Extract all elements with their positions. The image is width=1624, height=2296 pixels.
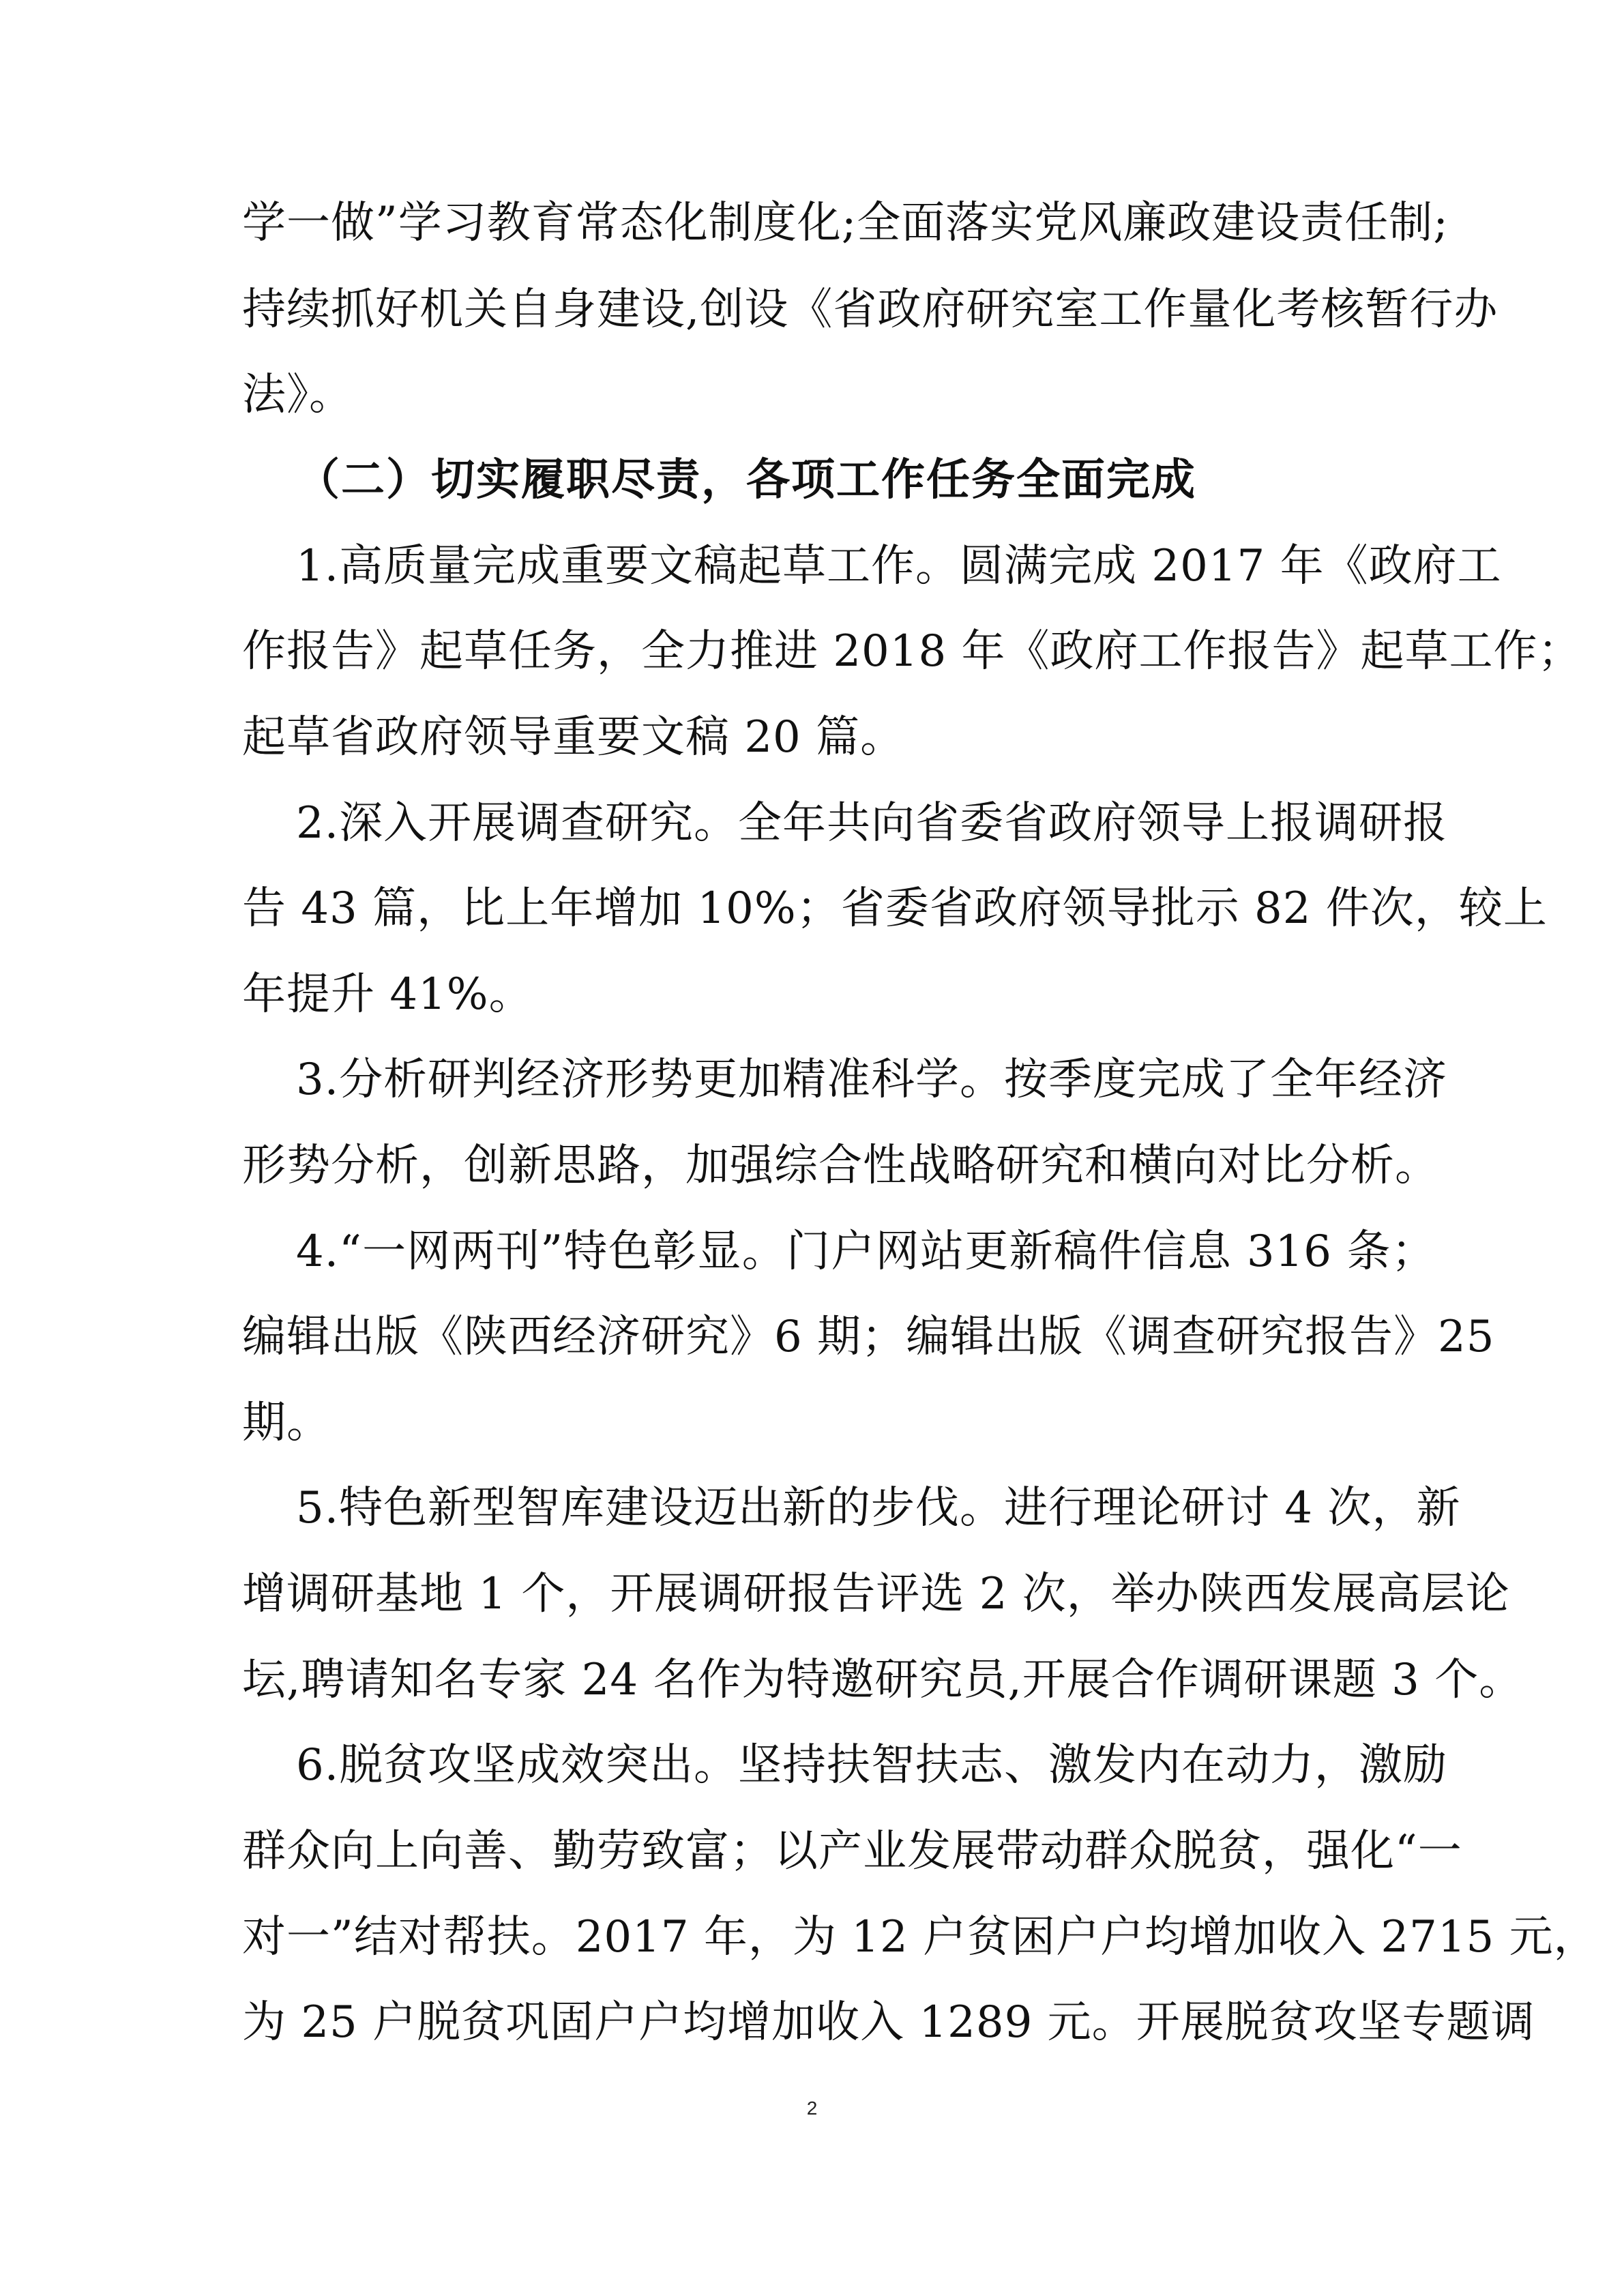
text-line: 为 25 户脱贫巩固户户均增加收入 1289 元。开展脱贫攻坚专题调 — [242, 1997, 1535, 2048]
text-line: 增调研基地 1 个，开展调研报告评选 2 次，举办陕西发展高层论 — [242, 1569, 1510, 1619]
section-heading: （二）切实履职尽责，各项工作任务全面完成 — [296, 455, 1196, 505]
text-line: 2.深入开展调查研究。全年共向省委省政府领导上报调研报 — [296, 798, 1448, 849]
text-line: 坛,聘请知名专家 24 名作为特邀研究员,开展合作调研课题 3 个。 — [242, 1655, 1524, 1705]
text-line: 法》。 — [242, 370, 353, 420]
text-line: 学一做”学习教育常态化制度化;全面落实党风廉政建设责任制; — [242, 198, 1449, 248]
text-line: 5.特色新型智库建设迈出新的步伐。进行理论研讨 4 次，新 — [296, 1483, 1461, 1533]
text-line: 4.“一网两刊”特色彰显。门户网站更新稿件信息 316 条； — [296, 1226, 1436, 1277]
text-line: 年提升 41%。 — [242, 969, 533, 1020]
text-line: 持续抓好机关自身建设,创设《省政府研究室工作量化考核暂行办 — [242, 284, 1498, 335]
text-line: 3.分析研判经济形势更加精准科学。按季度完成了全年经济 — [296, 1055, 1448, 1105]
text-line: 形势分析，创新思路，加强综合性战略研究和横向对比分析。 — [242, 1140, 1439, 1191]
text-line: 编辑出版《陕西经济研究》6 期；编辑出版《调查研究报告》25 — [242, 1312, 1495, 1362]
text-line: 作报告》起草任务，全力推进 2018 年《政府工作报告》起草工作； — [242, 626, 1582, 677]
text-line: 告 43 篇，比上年增加 10%；省委省政府领导批示 82 件次，较上 — [242, 883, 1548, 934]
text-line: 起草省政府领导重要文稿 20 篇。 — [242, 712, 905, 763]
text-line: 6.脱贫攻坚成效突出。坚持扶智扶志、激发内在动力，激励 — [296, 1740, 1448, 1791]
text-line: 1.高质量完成重要文稿起草工作。圆满完成 2017 年《政府工 — [296, 541, 1502, 591]
text-line: 群众向上向善、勤劳致富；以产业发展带动群众脱贫，强化“一 — [242, 1826, 1462, 1876]
text-line: 对一”结对帮扶。2017 年，为 12 户贫困户户均增加收入 2715 元， — [242, 1912, 1598, 1962]
page-number: 2 — [806, 2098, 818, 2119]
text-line: 期。 — [242, 1398, 331, 1448]
